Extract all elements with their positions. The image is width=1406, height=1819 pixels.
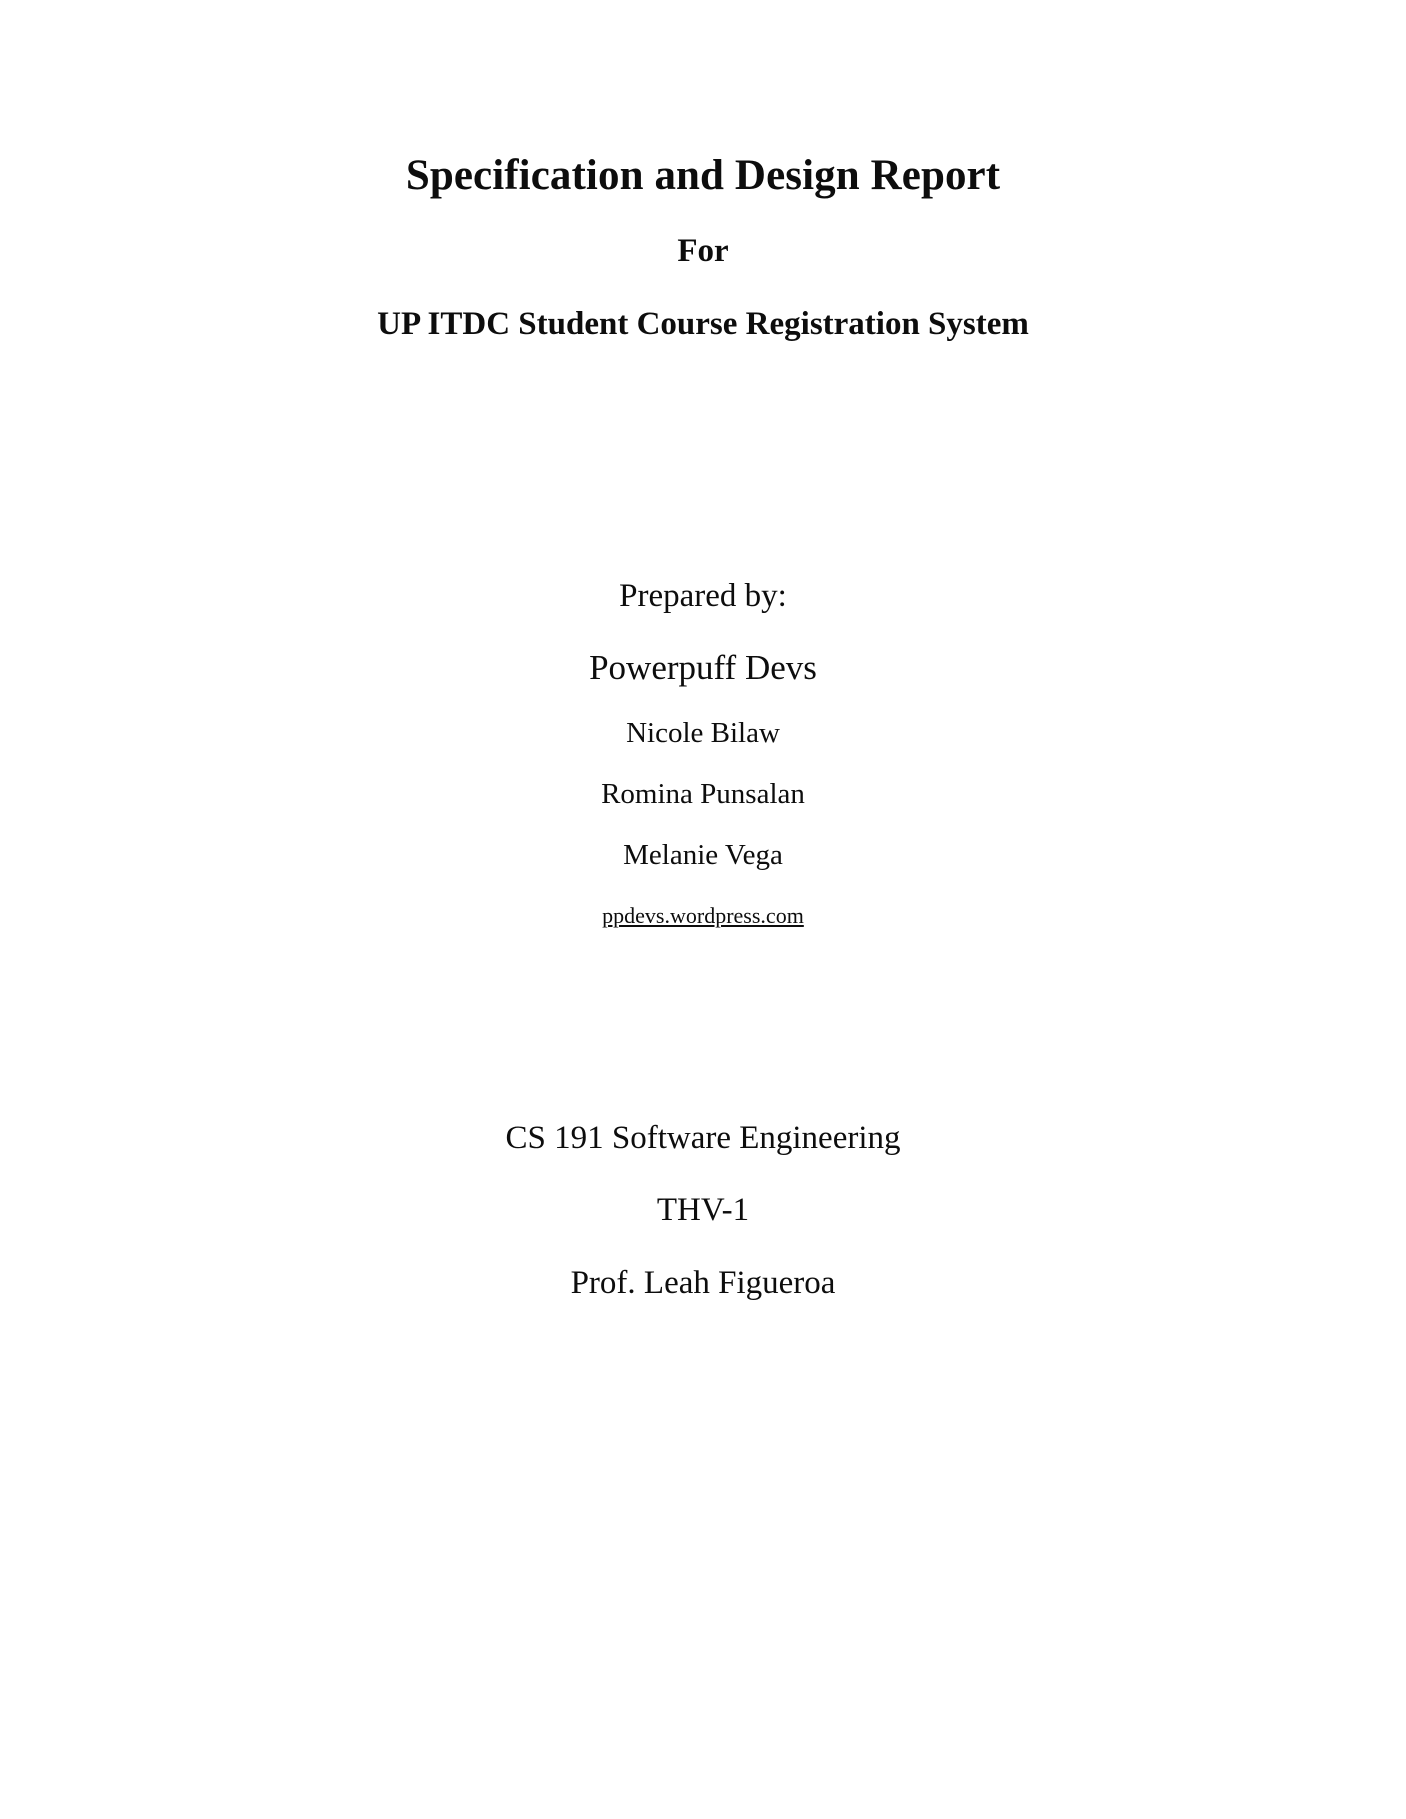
title-block [160,0,1246,346]
authors-block [160,574,1246,931]
page-title: Specification and Design Report [405,152,1001,199]
title-for-label: For [677,233,729,270]
author-name: Melanie Vega [623,838,783,871]
document-subtitle: UP ITDC Student Course Registration System [377,305,1029,342]
course-section: THV-1 [656,1192,750,1229]
course-block [160,1116,1246,1306]
course-instructor: Prof. Leah Figueroa [570,1264,836,1301]
course-name: CS 191 Software Engineering [505,1119,901,1156]
prepared-by-label: Prepared by: [619,577,787,614]
author-name: Nicole Bilaw [626,716,780,749]
team-website-link[interactable]: ppdevs.wordpress.com [602,903,804,929]
author-name: Romina Punsalan [601,777,805,810]
team-name: Powerpuff Devs [589,648,817,688]
